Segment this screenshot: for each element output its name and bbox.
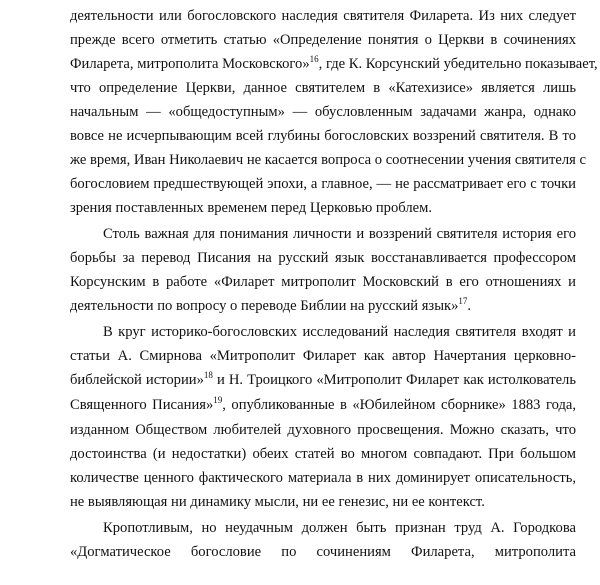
text-line: Столь важная для понимания личности и воззрений святителя история его [103,226,576,242]
text-line: Корсунским в работе «Филарет митрополит Московский в его отношениях и [70,274,576,290]
text-line: что определение Церкви, данное святителем в «Катехизисе» является лишь [70,80,576,96]
footnote-ref[interactable]: 18 [203,370,213,380]
text-line: начальным — «общедоступным» — обусловленным задачами жанра, однако [70,104,576,120]
text-line: Кропотливым, но неудачным должен быть признан труд А. Городкова [103,520,576,536]
footnote-ref[interactable]: 19 [213,395,223,405]
text-line: вовсе не исчерпывающим всей глубины богословских воззрений святителя. В то [70,128,576,144]
text-line: достоинства (и недостатки) обеих статей во многом совпадают. При большом [70,446,576,462]
text-line: «Догматическое богословие по сочинениям Филарета, митрополита [70,544,576,560]
text-line: количестве ценного фактического материала в них доминирует описательность, [70,470,576,486]
footnote-ref[interactable]: 16 [309,54,319,64]
text-line: деятельности по вопросу о переводе Библии на русский язык»$^{17}$. [70,296,472,314]
text-line: статьи А. Смирнова «Митрополит Филарет как автор Начертания церковно- [70,348,576,364]
text-line: прежде всего отметить статью «Определение понятия о Церкви в сочинениях [70,32,576,48]
text-line: не выявляющая ни динамику мысли, ни ее генезис, ни ее контекст. [70,494,485,510]
text-line: библейской истории»$^{18}$ и Н. Троицкого «Митрополит Филарет как истолкователь [70,370,576,388]
footnote-ref[interactable]: 17 [458,296,468,306]
text-line: В круг историко-богословских исследований наследия святителя входят и [103,324,576,340]
text-line: борьбы за перевод Писания на русский язык восстанавливается профессором [70,250,576,266]
text-line: богословием предшествующей эпохи, а главное, — не рассматривает его с точки [70,176,576,192]
text-line: изданном Обществом любителей духовного просвещения. Можно сказать, что [70,422,576,438]
text-line: Филарета, митрополита Московского»$^{16}$, где К. Корсунский убедительно показывает, [70,54,598,72]
text-line: Священного Писания»$^{19}$, опубликованные в «Юбилейном сборнике» 1883 года, [70,395,576,413]
text-line: деятельности или богословского наследия святителя Филарета. Из них следует [70,8,576,24]
text-line: же время, Иван Николаевич не касается вопроса о соотнесении учения святителя с [70,152,586,168]
text-line: зрения поставленных временем перед Церковью проблем. [70,200,432,216]
